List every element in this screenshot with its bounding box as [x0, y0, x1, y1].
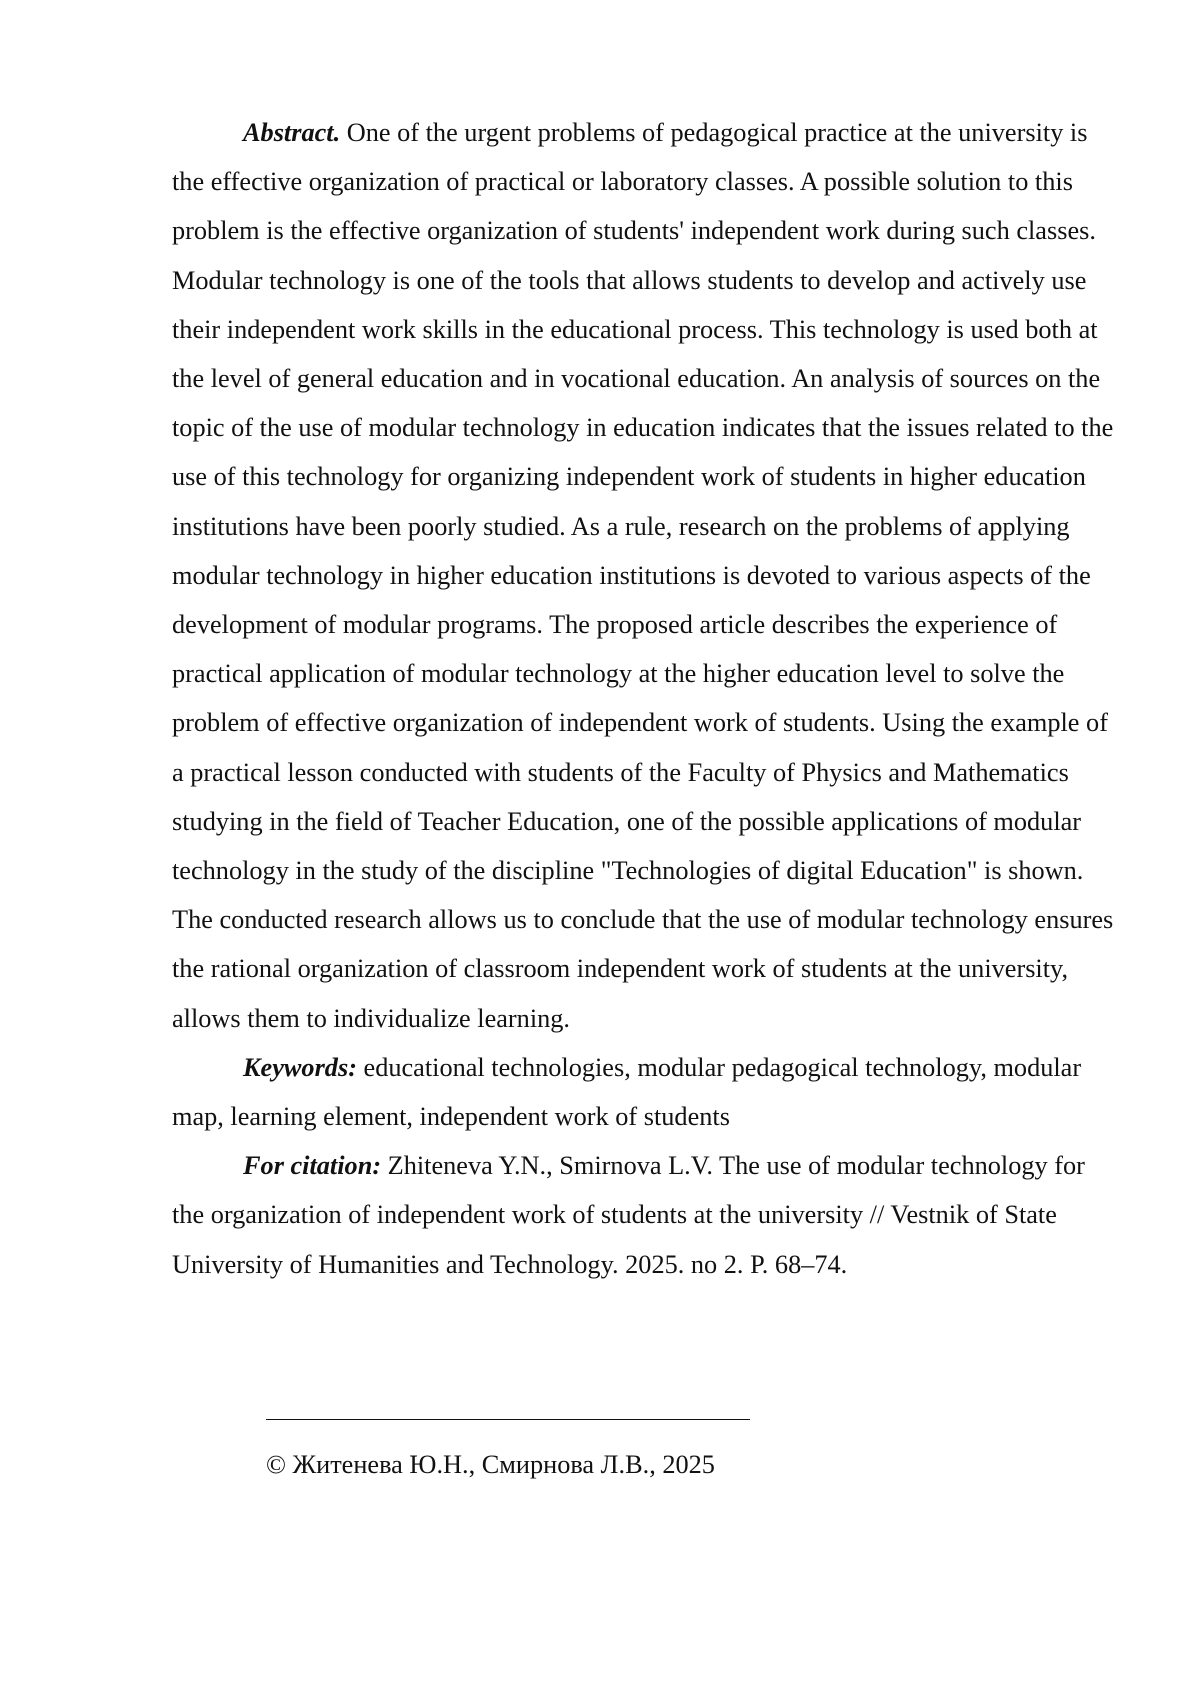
abstract-paragraph	[172, 108, 1122, 1043]
abstract-text: One of the urgent problems of pedagogical practice at the university is the effective organization of practical or laboratory classes. A possible solution to this problem is the effective organization of students' independent work during such classes. Modular technology is one of the tools that allows students to develop and actively use their independent work skills in the educational process. This technology is used both at the level of general education and in vocational education. An analysis of sources on the topic of the use of modular technology in education indicates that the issues related to the use of this technology for organizing independent work of students in higher education institutions have been poorly studied. As a rule, research on the problems of applying modular technology in higher education institutions is devoted to various aspects of the development of modular programs. The proposed article describes the experience of practical application of modular technology at the higher education level to solve the problem of effective organization of independent work of students. Using the example of a practical lesson conducted with students of the Faculty of Physics and Mathematics studying in the field of Teacher Education, one of the possible applications of modular technology in the study of the discipline "Technologies of digital Education" is shown. The conducted research allows us to conclude that the use of modular technology ensures the rational organization of classroom independent work of students at the university, allows them to individualize learning.	[172, 118, 1114, 1033]
abstract-label: Abstract.	[243, 118, 341, 147]
article-front-matter	[172, 108, 1122, 1289]
footnote-separator	[266, 1419, 750, 1420]
keywords-paragraph	[172, 1043, 1122, 1141]
citation-paragraph	[172, 1141, 1122, 1289]
keywords-text: educational technologies, modular pedagogical technology, modular map, learning element, independent work of students	[172, 1052, 1082, 1132]
citation-text: Zhiteneva Y.N., Smirnova L.V. The use of modular technology for the organization of independent work of students at the university // Vestnik of State University of Humanities and Technology. 2025. no 2. P. 68–74.	[172, 1151, 1085, 1279]
copyright-footnote: © Житенева Ю.Н., Смирнова Л.В., 2025	[266, 1450, 715, 1479]
citation-label: For citation:	[243, 1151, 382, 1181]
keywords-label: Keywords:	[243, 1052, 357, 1082]
